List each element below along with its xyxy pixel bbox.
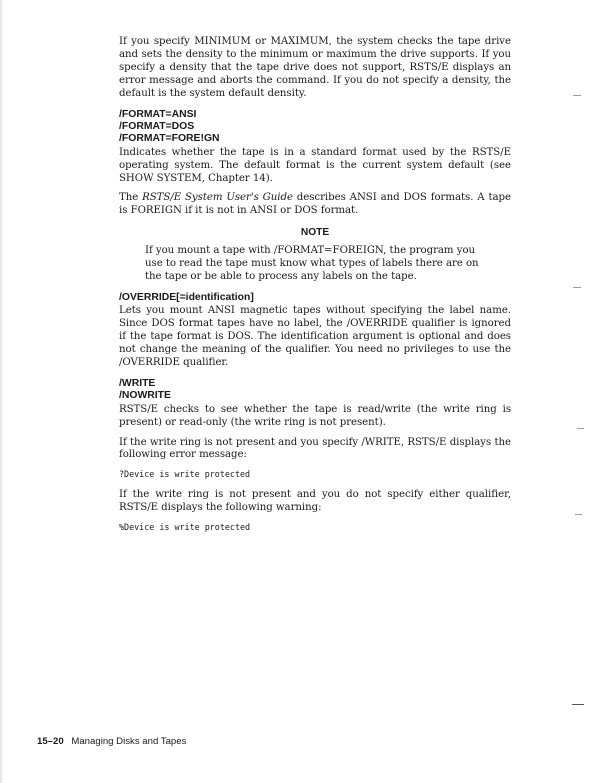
note-heading: NOTE (300, 227, 330, 239)
page-footer (37, 736, 186, 747)
note-body: If you mount a tape with /FORMAT=FOREIGN, the program you use to read the tape must know what types of labels there are on the tape or be able to process any labels on the tape. (145, 245, 479, 283)
guide-title: RSTS/E System User's Guide (142, 192, 293, 204)
override-description: Lets you mount ANSI magnetic tapes without specifying the label name. Since DOS format tapes have no label, the /OVERRIDE qualifier is ignored if the tape format is DOS. The identification argument is optional and does not change the meaning of the qualifier. You need no privileges to use the /OVERRIDE qualifier. (119, 305, 511, 369)
override-qualifier-group (119, 292, 511, 304)
margin-tick (573, 287, 581, 288)
guide-rest: describes ANSI and DOS formats. A tape is FOREIGN if it is not in ANSI or DOS format. (119, 192, 511, 217)
footer-section-title: Managing Disks and Tapes (71, 736, 187, 747)
qualifier-format-foreign: /FORMAT=FORE!GN (119, 133, 220, 145)
write-qualifiers (119, 378, 511, 403)
guide-paragraph (119, 192, 511, 218)
page-edge (0, 0, 2, 783)
density-paragraph: If you specify MINIMUM or MAXIMUM, the system checks the tape drive and sets the density to the minimum or maximum the drive supports. If you specify a density that the tape drive does not support, RSTS/E displays an error message and aborts the command. If you do not specify a density, the default is the system default density. (119, 36, 511, 99)
qualifier-write: /WRITE (119, 377, 156, 389)
margin-tick (572, 704, 584, 705)
margin-tick (573, 95, 581, 96)
guide-prefix: The (119, 192, 143, 204)
qualifier-format-ansi: /FORMAT=ANSI (119, 108, 197, 120)
qualifier-format-dos: /FORMAT=DOS (119, 120, 195, 132)
format-qualifiers (119, 109, 511, 146)
qualifier-nowrite: /NOWRITE (119, 390, 171, 402)
write-error-intro: If the write ring is not present and you specify /WRITE, RSTS/E displays the following error message: (119, 436, 511, 461)
qualifier-override: /OVERRIDE[=identification] (119, 292, 254, 303)
margin-tick (577, 428, 584, 429)
margin-tick (575, 514, 582, 515)
footer-page-number: 15–20 (37, 736, 64, 747)
write-description: RSTS/E checks to see whether the tape is read/write (the write ring is present) or read-only (the write ring is not present). (119, 403, 511, 428)
page-body (119, 36, 511, 542)
format-description: Indicates whether the tape is in a standard format used by the RSTS/E operating system. The default format is the current system default (see SHOW SYSTEM, Chapter 14). (119, 146, 511, 184)
error-message: ?Device is write protected (119, 469, 251, 480)
write-warning-intro: If the write ring is not present and you do not specify either qualifier, RSTS/E displays the following warning: (119, 489, 511, 514)
warning-message: %Device is write protected (119, 522, 251, 533)
